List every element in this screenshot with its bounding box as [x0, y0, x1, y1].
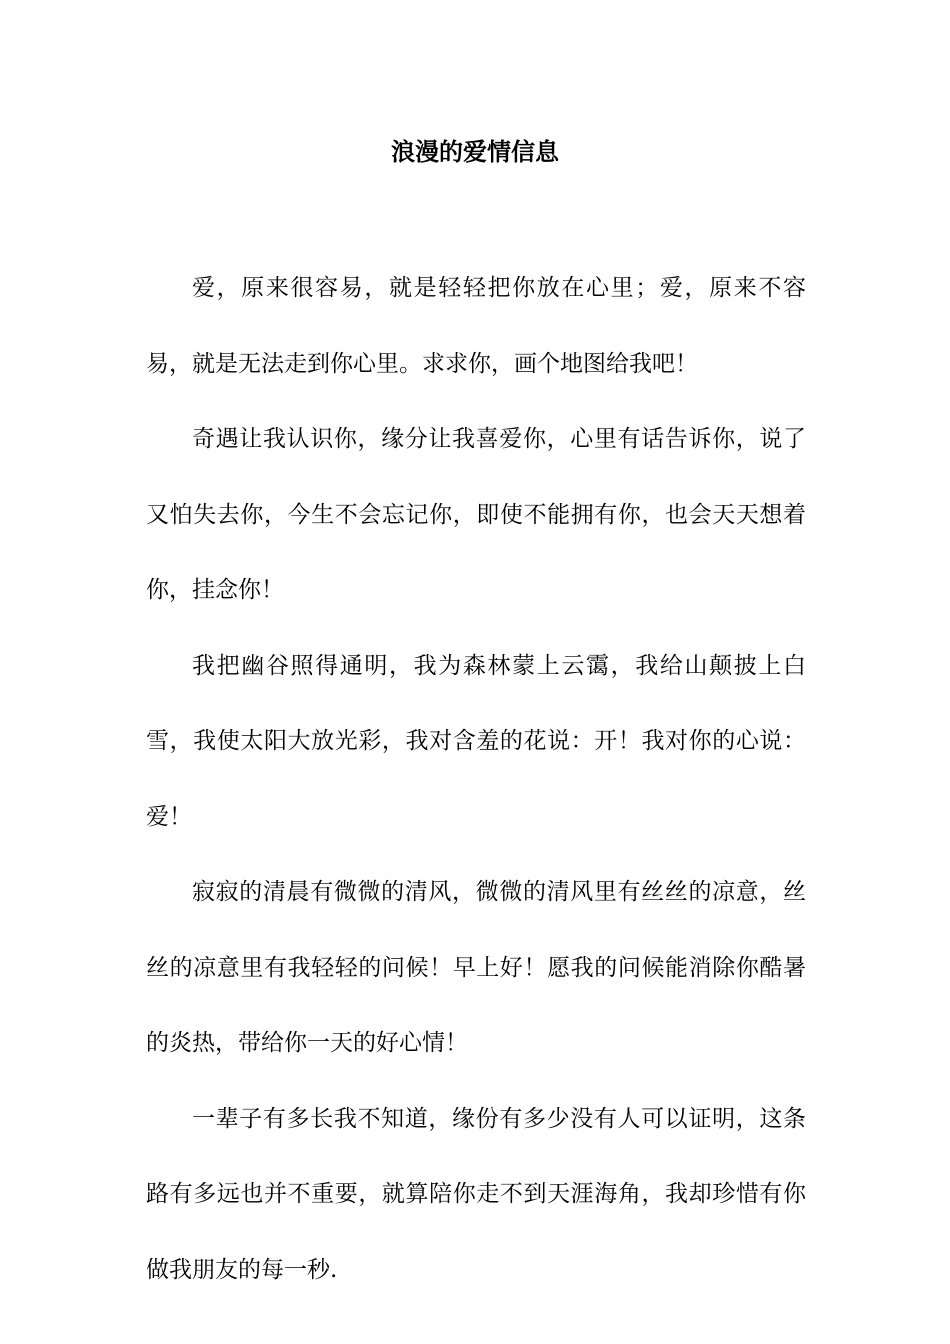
page-title: 浪漫的爱情信息: [391, 138, 559, 166]
paragraph-2: 奇遇让我认识你，缘分让我喜爱你，心里有话告诉你，说了又怕失去你，今生不会忘记你，即使不能拥有你，也会天天想着你，挂念你！: [146, 426, 806, 603]
paragraph-3: 我把幽谷照得通明，我为森林蒙上云霭，我给山颠披上白雪，我使太阳大放光彩，我对含羞的花说：开！我对你的心说：爱！: [146, 652, 806, 830]
paragraph-1: 爱，原来很容易，就是轻轻把你放在心里；爱，原来不容易，就是无法走到你心里。求求你，画个地图给我吧！: [146, 275, 806, 377]
paragraph-5: 一辈子有多长我不知道，缘份有多少没有人可以证明，这条路有多远也并不重要，就算陪你走不到天涯海角，我却珍惜有你做我朋友的每一秒.: [146, 1105, 806, 1283]
paragraph-4: 寂寂的清晨有微微的清风，微微的清风里有丝丝的凉意，丝丝的凉意里有我轻轻的问候！早上好！愿我的问候能消除你酷暑的炎热，带给你一天的好心情！: [146, 879, 806, 1056]
document-body: [146, 251, 806, 1308]
